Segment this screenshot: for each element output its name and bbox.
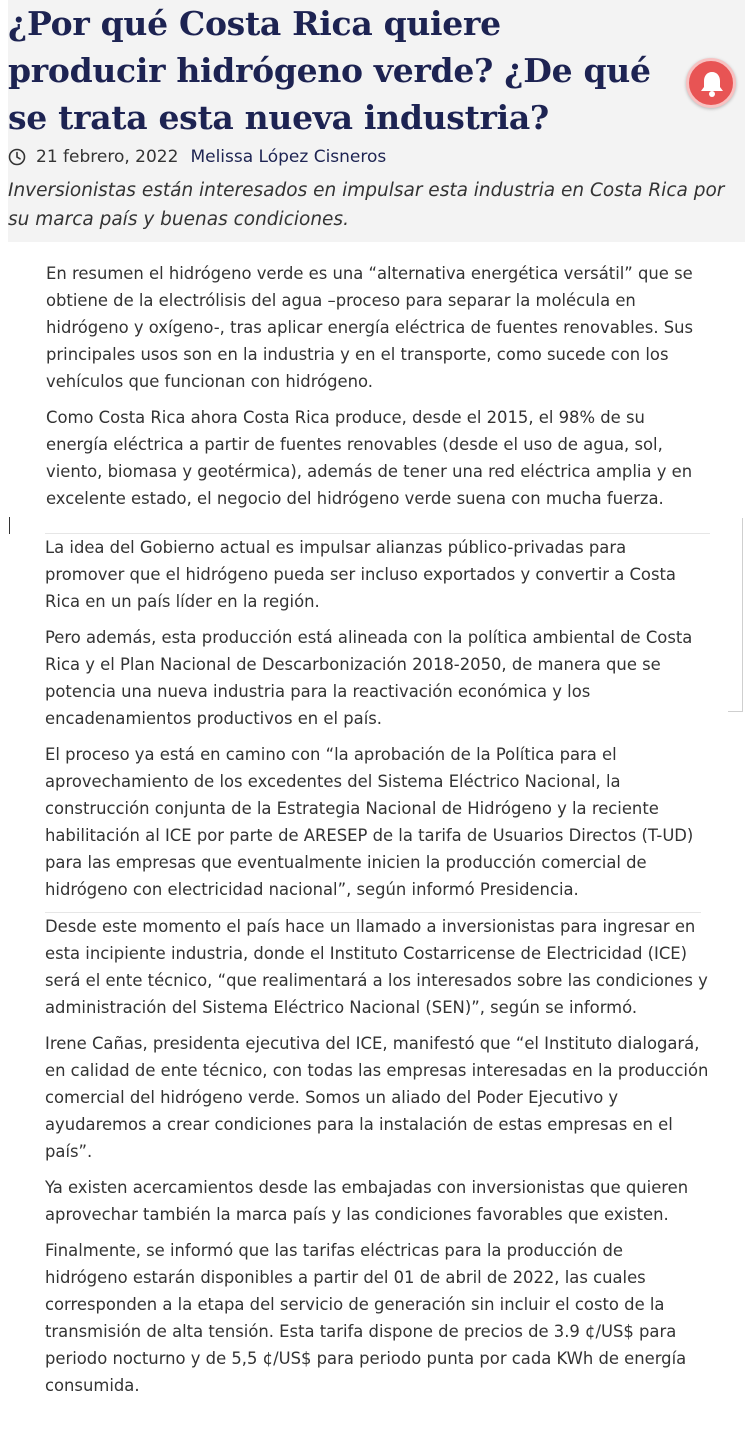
article-body-top [46, 260, 711, 521]
article-body-middle [45, 534, 710, 902]
embed-frame-edge [742, 518, 743, 712]
paragraph: Finalmente, se informó que las tarifas eléctricas para la producción de hidrógeno estarán disponibles a partir del 01 de abril de 2022, las cuales corresponden a la etapa del servicio de generación sin incluir el costo de la transmisión de alta tensión. Esta tarifa dispone de precios de 3.9 ¢/US$ para periodo nocturno y de 5,5 ¢/US$ para periodo punta por cada KWh de energía consumida. [45, 1241, 687, 1395]
paragraph: La idea del Gobierno actual es impulsar alianzas público-privadas para promover que el hidrógeno pueda ser incluso exportados y convertir a Costa Rica en un país líder en la región. [45, 538, 676, 611]
embed-frame-edge [728, 711, 743, 712]
article-body-bottom [45, 913, 710, 1408]
paragraph: Ya existen acercamientos desde las embajadas con inversionistas que quieren aprovechar también la marca país y las condiciones favorables que existen. [45, 1178, 689, 1224]
page-title: ¿Por qué Costa Rica quiere producir hidrógeno verde? ¿De qué se trata esta nueva industria? [8, 4, 651, 137]
paragraph: El proceso ya está en camino con “la aprobación de la Política para el aprovechamiento de los excedentes del Sistema Eléctrico Nacional, la construcción conjunta de la Estrategia Nacional de Hidrógeno y la reciente habilitación al ICE por parte de ARESEP de la tarifa de Usuarios Directos (T-UD) para las empresas que eventualmente inicien la producción comercial de hidrógeno con electricidad nacional”, según informó Presidencia. [45, 745, 694, 899]
clock-icon [8, 148, 26, 166]
article-meta [8, 146, 386, 168]
article-subtitle: Inversionistas están interesados en impulsar esta industria en Costa Rica por su marca país y buenas condiciones. [8, 180, 725, 230]
author-link[interactable]: Melissa López Cisneros [190, 147, 387, 167]
paragraph: Como Costa Rica ahora Costa Rica produce, desde el 2015, el 98% de su energía eléctrica a partir de fuentes renovables (desde el uso de agua, sol, viento, biomasa y geotérmica), además de tener una red eléctrica amplia y en excelente estado, el negocio del hidrógeno verde suena con mucha fuerza. [46, 408, 693, 508]
bell-icon [699, 70, 725, 98]
paragraph: Pero además, esta producción está alineada con la política ambiental de Costa Rica y el Plan Nacional de Descarbonización 2018-2050, de manera que se potencia una nueva industria para la reactivación económica y los encadenamientos productivos en el país. [45, 628, 693, 728]
paragraph: En resumen el hidrógeno verde es una “alternativa energética versátil” que se obtiene de la electrólisis del agua –proceso para separar la molécula en hidrógeno y oxígeno-, tras aplicar energía eléctrica de fuentes renovables. Sus principales usos son en la industria y en el transporte, como sucede con los vehículos que funcionan con hidrógeno. [46, 264, 694, 391]
paragraph: Irene Cañas, presidenta ejecutiva del ICE, manifestó que “el Instituto dialogará, en calidad de ente técnico, con todas las empresas interesadas en la producción comercial del hidrógeno verde. Somos un aliado del Poder Ejecutivo y ayudaremos a crear condiciones para la instalación de estas empresas en el país”. [45, 1034, 709, 1161]
text-caret [9, 517, 10, 534]
publish-date: 21 febrero, 2022 [36, 147, 179, 167]
notification-bell-button[interactable] [686, 58, 736, 108]
paragraph: Desde este momento el país hace un llamado a inversionistas para ingresar en esta incipiente industria, donde el Instituto Costarricense de Electricidad (ICE) será el ente técnico, “que realimentará a los interesados sobre las condiciones y administración del Sistema Eléctrico Nacional (SEN)”, según se informó. [45, 917, 708, 1017]
